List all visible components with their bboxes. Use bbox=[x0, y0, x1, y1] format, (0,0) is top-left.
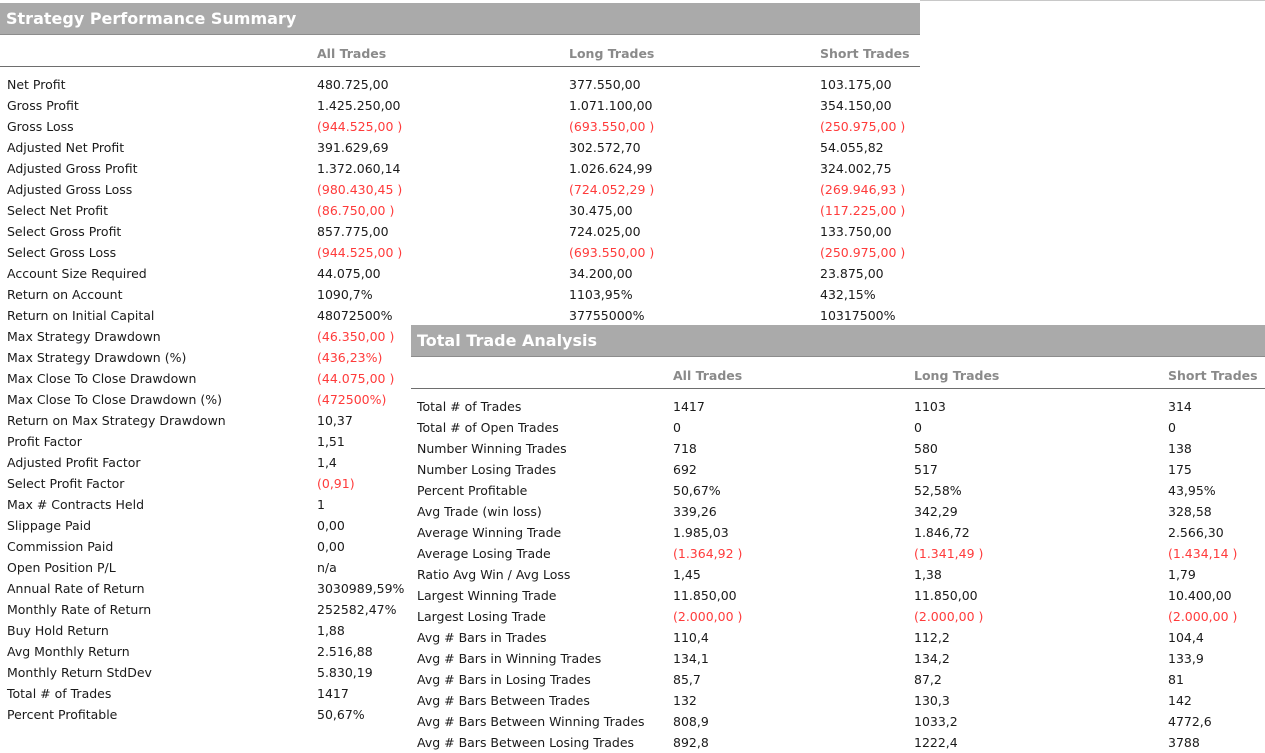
row-label: Select Gross Profit bbox=[7, 224, 122, 239]
value-long-trades: 30.475,00 bbox=[569, 203, 633, 218]
table-row bbox=[411, 522, 1265, 543]
value-short-trades: 10317500% bbox=[820, 308, 896, 323]
row-label: Profit Factor bbox=[7, 434, 82, 449]
row-label: Adjusted Profit Factor bbox=[7, 455, 141, 470]
row-label: Number Losing Trades bbox=[417, 462, 557, 477]
value-short-trades: 3788 bbox=[1168, 735, 1200, 750]
value-all-trades: 1,4 bbox=[317, 455, 337, 470]
value-long-trades: 112,2 bbox=[914, 630, 950, 645]
value-all-trades: 132 bbox=[673, 693, 697, 708]
table-row bbox=[0, 305, 920, 326]
row-label: Annual Rate of Return bbox=[7, 581, 145, 596]
table-row bbox=[0, 284, 920, 305]
value-long-trades: 1222,4 bbox=[914, 735, 958, 750]
row-label: Max Close To Close Drawdown (%) bbox=[7, 392, 222, 407]
value-long-trades: 342,29 bbox=[914, 504, 958, 519]
value-all-trades: 480.725,00 bbox=[317, 77, 389, 92]
row-label: Number Winning Trades bbox=[417, 441, 567, 456]
row-label: Percent Profitable bbox=[417, 483, 528, 498]
value-short-trades: 324.002,75 bbox=[820, 161, 892, 176]
value-long-trades: 724.025,00 bbox=[569, 224, 641, 239]
table-row bbox=[0, 95, 920, 116]
value-all-trades: 1417 bbox=[673, 399, 705, 414]
row-label: Max Strategy Drawdown (%) bbox=[7, 350, 187, 365]
table-row bbox=[411, 711, 1265, 732]
row-label: Avg # Bars Between Trades bbox=[417, 693, 590, 708]
value-all-trades: (944.525,00 ) bbox=[317, 119, 403, 134]
row-label: Adjusted Gross Profit bbox=[7, 161, 138, 176]
value-all-trades: (980.430,45 ) bbox=[317, 182, 403, 197]
value-short-trades: 1,79 bbox=[1168, 567, 1196, 582]
row-label: Max Close To Close Drawdown bbox=[7, 371, 197, 386]
row-label: Total # of Trades bbox=[7, 686, 112, 701]
value-short-trades: 2.566,30 bbox=[1168, 525, 1224, 540]
value-long-trades: 87,2 bbox=[914, 672, 942, 687]
value-long-trades: 517 bbox=[914, 462, 938, 477]
value-long-trades: 580 bbox=[914, 441, 938, 456]
header-divider bbox=[411, 388, 1265, 389]
row-label: Avg # Bars Between Losing Trades bbox=[417, 735, 635, 750]
row-label: Largest Losing Trade bbox=[417, 609, 546, 624]
value-short-trades: 10.400,00 bbox=[1168, 588, 1232, 603]
row-label: Return on Account bbox=[7, 287, 123, 302]
table-row bbox=[411, 396, 1265, 417]
row-label: Adjusted Net Profit bbox=[7, 140, 125, 155]
table-row bbox=[411, 480, 1265, 501]
col-header-long-trades: Long Trades bbox=[914, 368, 1000, 383]
panel-title: Total Trade Analysis bbox=[411, 325, 1265, 357]
value-short-trades: (269.946,93 ) bbox=[820, 182, 906, 197]
value-short-trades: (250.975,00 ) bbox=[820, 245, 906, 260]
value-short-trades: (1.434,14 ) bbox=[1168, 546, 1238, 561]
value-all-trades: 1,51 bbox=[317, 434, 345, 449]
window-top-border bbox=[920, 0, 1265, 1]
value-long-trades: 1.846,72 bbox=[914, 525, 970, 540]
value-all-trades: 252582,47% bbox=[317, 602, 397, 617]
row-label: Slippage Paid bbox=[7, 518, 92, 533]
value-long-trades: 1.071.100,00 bbox=[569, 98, 653, 113]
col-header-all-trades: All Trades bbox=[317, 46, 387, 61]
table-row bbox=[0, 74, 920, 95]
table-row bbox=[0, 158, 920, 179]
value-all-trades: 10,37 bbox=[317, 413, 353, 428]
table-row bbox=[411, 501, 1265, 522]
row-label: Net Profit bbox=[7, 77, 66, 92]
value-long-trades: 377.550,00 bbox=[569, 77, 641, 92]
table-row bbox=[411, 627, 1265, 648]
value-long-trades: 0 bbox=[914, 420, 922, 435]
row-label: Average Winning Trade bbox=[417, 525, 562, 540]
row-label: Buy Hold Return bbox=[7, 623, 109, 638]
row-label: Average Losing Trade bbox=[417, 546, 551, 561]
value-short-trades: 354.150,00 bbox=[820, 98, 892, 113]
value-long-trades: 37755000% bbox=[569, 308, 645, 323]
value-short-trades: 142 bbox=[1168, 693, 1192, 708]
row-label: Select Profit Factor bbox=[7, 476, 125, 491]
row-label: Account Size Required bbox=[7, 266, 147, 281]
table-row bbox=[411, 690, 1265, 711]
table-row bbox=[411, 669, 1265, 690]
value-all-trades: 339,26 bbox=[673, 504, 717, 519]
value-short-trades: 328,58 bbox=[1168, 504, 1212, 519]
value-all-trades: 48072500% bbox=[317, 308, 393, 323]
value-short-trades: 314 bbox=[1168, 399, 1192, 414]
value-all-trades: 0 bbox=[673, 420, 681, 435]
table-row bbox=[0, 137, 920, 158]
value-all-trades: 1.372.060,14 bbox=[317, 161, 401, 176]
value-all-trades: 857.775,00 bbox=[317, 224, 389, 239]
value-short-trades: 4772,6 bbox=[1168, 714, 1212, 729]
value-all-trades: 2.516,88 bbox=[317, 644, 373, 659]
total-trade-analysis-panel bbox=[411, 325, 1265, 750]
value-all-trades: (2.000,00 ) bbox=[673, 609, 743, 624]
row-label: Total # of Trades bbox=[417, 399, 522, 414]
table-row bbox=[0, 200, 920, 221]
value-short-trades: 133.750,00 bbox=[820, 224, 892, 239]
value-all-trades: 808,9 bbox=[673, 714, 709, 729]
value-short-trades: 103.175,00 bbox=[820, 77, 892, 92]
value-all-trades: 110,4 bbox=[673, 630, 709, 645]
value-long-trades: 1103 bbox=[914, 399, 946, 414]
value-short-trades: (250.975,00 ) bbox=[820, 119, 906, 134]
table-row bbox=[411, 648, 1265, 669]
value-short-trades: 432,15% bbox=[820, 287, 876, 302]
value-all-trades: (46.350,00 ) bbox=[317, 329, 395, 344]
table-row bbox=[0, 221, 920, 242]
table-row bbox=[0, 242, 920, 263]
row-label: Avg # Bars in Winning Trades bbox=[417, 651, 602, 666]
row-label: Gross Profit bbox=[7, 98, 79, 113]
row-label: Max # Contracts Held bbox=[7, 497, 145, 512]
value-all-trades: 0,00 bbox=[317, 518, 345, 533]
row-label: Largest Winning Trade bbox=[417, 588, 557, 603]
value-all-trades: 50,67% bbox=[317, 707, 365, 722]
header-divider bbox=[0, 66, 920, 67]
value-short-trades: 23.875,00 bbox=[820, 266, 884, 281]
row-label: Select Net Profit bbox=[7, 203, 109, 218]
row-label: Total # of Open Trades bbox=[417, 420, 559, 435]
value-all-trades: 1,45 bbox=[673, 567, 701, 582]
value-short-trades: (117.225,00 ) bbox=[820, 203, 906, 218]
value-all-trades: 3030989,59% bbox=[317, 581, 405, 596]
value-all-trades: n/a bbox=[317, 560, 337, 575]
row-label: Avg # Bars in Losing Trades bbox=[417, 672, 591, 687]
value-all-trades: 1.985,03 bbox=[673, 525, 729, 540]
table-row bbox=[411, 564, 1265, 585]
value-long-trades: 302.572,70 bbox=[569, 140, 641, 155]
value-short-trades: 0 bbox=[1168, 420, 1176, 435]
value-long-trades: (724.052,29 ) bbox=[569, 182, 655, 197]
value-all-trades: (436,23%) bbox=[317, 350, 383, 365]
value-short-trades: 138 bbox=[1168, 441, 1192, 456]
value-all-trades: 1,88 bbox=[317, 623, 345, 638]
value-all-trades: (0,91) bbox=[317, 476, 355, 491]
col-header-all-trades: All Trades bbox=[673, 368, 743, 383]
row-label: Monthly Return StdDev bbox=[7, 665, 152, 680]
row-label: Avg Monthly Return bbox=[7, 644, 130, 659]
value-all-trades: 1.425.250,00 bbox=[317, 98, 401, 113]
value-long-trades: 11.850,00 bbox=[914, 588, 978, 603]
value-all-trades: 892,8 bbox=[673, 735, 709, 750]
value-long-trades: (1.341,49 ) bbox=[914, 546, 984, 561]
value-all-trades: 44.075,00 bbox=[317, 266, 381, 281]
table-row bbox=[411, 417, 1265, 438]
col-header-short-trades: Short Trades bbox=[820, 46, 910, 61]
table-row bbox=[0, 179, 920, 200]
row-label: Avg # Bars Between Winning Trades bbox=[417, 714, 645, 729]
panel-title: Strategy Performance Summary bbox=[0, 3, 920, 35]
value-all-trades: 5.830,19 bbox=[317, 665, 373, 680]
value-all-trades: (86.750,00 ) bbox=[317, 203, 395, 218]
row-label: Ratio Avg Win / Avg Loss bbox=[417, 567, 571, 582]
value-all-trades: 1090,7% bbox=[317, 287, 373, 302]
value-short-trades: 43,95% bbox=[1168, 483, 1216, 498]
value-all-trades: 391.629,69 bbox=[317, 140, 389, 155]
value-long-trades: (693.550,00 ) bbox=[569, 245, 655, 260]
row-label: Monthly Rate of Return bbox=[7, 602, 152, 617]
row-label: Gross Loss bbox=[7, 119, 74, 134]
value-all-trades: (944.525,00 ) bbox=[317, 245, 403, 260]
value-all-trades: (44.075,00 ) bbox=[317, 371, 395, 386]
col-header-short-trades: Short Trades bbox=[1168, 368, 1258, 383]
value-all-trades: (472500%) bbox=[317, 392, 387, 407]
value-short-trades: 54.055,82 bbox=[820, 140, 884, 155]
value-short-trades: 175 bbox=[1168, 462, 1192, 477]
row-label: Return on Max Strategy Drawdown bbox=[7, 413, 226, 428]
row-label: Select Gross Loss bbox=[7, 245, 117, 260]
table-row bbox=[411, 438, 1265, 459]
value-all-trades: 1 bbox=[317, 497, 325, 512]
value-long-trades: (693.550,00 ) bbox=[569, 119, 655, 134]
table-row bbox=[0, 263, 920, 284]
row-label: Avg # Bars in Trades bbox=[417, 630, 547, 645]
table-row bbox=[0, 116, 920, 137]
table-row bbox=[411, 606, 1265, 627]
row-label: Adjusted Gross Loss bbox=[7, 182, 133, 197]
row-label: Open Position P/L bbox=[7, 560, 116, 575]
value-long-trades: 1.026.624,99 bbox=[569, 161, 653, 176]
value-long-trades: 1103,95% bbox=[569, 287, 633, 302]
value-long-trades: 52,58% bbox=[914, 483, 962, 498]
value-long-trades: 130,3 bbox=[914, 693, 950, 708]
value-short-trades: 104,4 bbox=[1168, 630, 1204, 645]
value-long-trades: (2.000,00 ) bbox=[914, 609, 984, 624]
value-all-trades: 692 bbox=[673, 462, 697, 477]
value-short-trades: (2.000,00 ) bbox=[1168, 609, 1238, 624]
table-row bbox=[411, 543, 1265, 564]
value-all-trades: 718 bbox=[673, 441, 697, 456]
table-row bbox=[411, 459, 1265, 480]
value-all-trades: 11.850,00 bbox=[673, 588, 737, 603]
row-label: Return on Initial Capital bbox=[7, 308, 155, 323]
value-long-trades: 34.200,00 bbox=[569, 266, 633, 281]
value-short-trades: 133,9 bbox=[1168, 651, 1204, 666]
value-all-trades: (1.364,92 ) bbox=[673, 546, 743, 561]
value-long-trades: 1033,2 bbox=[914, 714, 958, 729]
value-short-trades: 81 bbox=[1168, 672, 1184, 687]
row-label: Percent Profitable bbox=[7, 707, 118, 722]
col-header-long-trades: Long Trades bbox=[569, 46, 655, 61]
value-all-trades: 0,00 bbox=[317, 539, 345, 554]
value-all-trades: 134,1 bbox=[673, 651, 709, 666]
value-all-trades: 50,67% bbox=[673, 483, 721, 498]
value-all-trades: 1417 bbox=[317, 686, 349, 701]
row-label: Avg Trade (win loss) bbox=[417, 504, 542, 519]
row-label: Commission Paid bbox=[7, 539, 114, 554]
row-label: Max Strategy Drawdown bbox=[7, 329, 161, 344]
value-all-trades: 85,7 bbox=[673, 672, 701, 687]
value-long-trades: 134,2 bbox=[914, 651, 950, 666]
table-row bbox=[411, 585, 1265, 606]
value-long-trades: 1,38 bbox=[914, 567, 942, 582]
